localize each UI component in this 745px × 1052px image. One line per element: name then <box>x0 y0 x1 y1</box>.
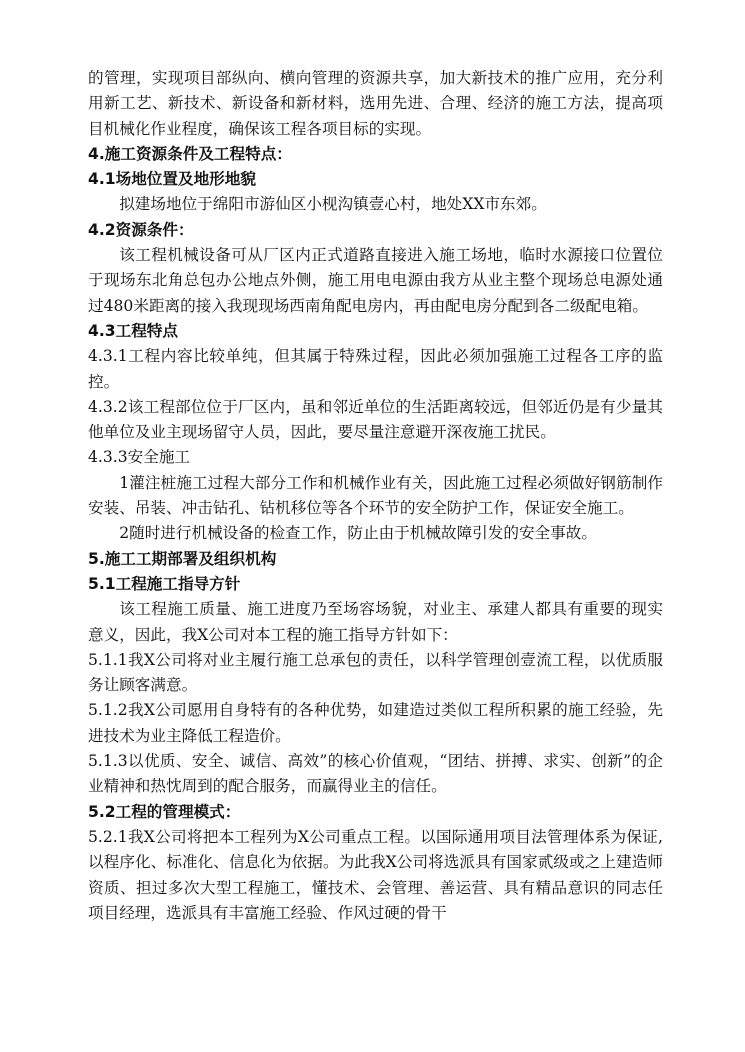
section-heading-5: 5.施工工期部署及组织机构 <box>88 549 277 568</box>
paragraph-site-location: 拟建场地位于绵阳市游仙区小枧沟镇壹心村，地处XX市东郊。 <box>119 195 547 214</box>
paragraph-safety-item-2: 2随时进行机械设备的检查工作，防止由于机械故障引发的安全事故。 <box>119 524 597 543</box>
paragraph-5-1-3: 5.1.3以优质、安全、诚信、高效”的核心价值观，“团结、拼搏、求实、创新”的企业精神和热忱周到的配合服务，而赢得业主的信任。 <box>88 752 663 796</box>
subsection-heading-5-2: 5.2工程的管理模式： <box>88 802 241 821</box>
paragraph-guiding-policy: 该工程施工质量、施工进度乃至场容场貌，对业主、承建人都具有重要的现实意义，因此，我X公司对本工程的施工指导方针如下： <box>88 600 663 644</box>
paragraph-5-1-2: 5.1.2我X公司愿用自身特有的各种优势，如建造过类似工程所积累的施工经验，先进技术为业主降低工程造价。 <box>88 701 663 745</box>
subsection-heading-4-3: 4.3工程特点 <box>88 321 178 340</box>
section-heading-4: 4.施工资源条件及工程特点： <box>88 144 292 163</box>
paragraph-safety-item-1: 1灌注桩施工过程大部分工作和机械作业有关，因此施工过程必须做好钢筋制作安装、吊装、冲击钻孔、钻机移位等各个环节的安全防护工作，保证安全施工。 <box>88 473 663 518</box>
paragraph-4-3-1: 4.3.1工程内容比较单纯，但其属于特殊过程，因此必须加强施工过程各工序的监控。 <box>88 347 663 391</box>
paragraph-continuation: 的管理，实现项目部纵向、横向管理的资源共享，加大新技术的推广应用，充分利用新工艺、新技术、新设备和新材料，选用先进、合理、经济的施工方法，提高项目机械化作业程度，确保该工程各项目标的实现。 <box>88 69 663 138</box>
paragraph-4-3-3: 4.3.3安全施工 <box>88 448 191 467</box>
subsection-heading-4-1: 4.1场地位置及地形地貌 <box>88 170 256 189</box>
paragraph-5-2-1: 5.2.1我X公司将把本工程列为X公司重点工程。以国际通用项目法管理体系为保证,以程序化、标准化、信息化为依据。为此我X公司将选派具有国家贰级或之上建造师资质、担过多次大型工程施工，懂技术、会管理、善运营、具有精品意识的同志任项目经理，选派具有丰富施工经验、作风过硬的骨干 <box>88 827 663 922</box>
paragraph-4-3-2: 4.3.2该工程部位位于厂区内，虽和邻近单位的生活距离较远，但邻近仍是有少量其他单位及业主现场留守人员，因此，要尽量注意避开深夜施工扰民。 <box>88 397 663 442</box>
subsection-heading-5-1: 5.1工程施工指导方针 <box>88 574 241 593</box>
paragraph-resource-conditions: 该工程机械设备可从厂区内正式道路直接进入施工场地，临时水源接口位置位于现场东北角总包办公地点外侧，施工用电电源由我方从业主整个现场总电源处通过480米距离的接入我现现场西南角配电房内，再由配电房分配到各二级配电箱。 <box>88 246 663 315</box>
subsection-heading-4-2: 4.2资源条件： <box>88 220 194 239</box>
paragraph-5-1-1: 5.1.1我X公司将对业主履行施工总承包的责任，以科学管理创壹流工程，以优质服务让顾客满意。 <box>88 650 663 695</box>
